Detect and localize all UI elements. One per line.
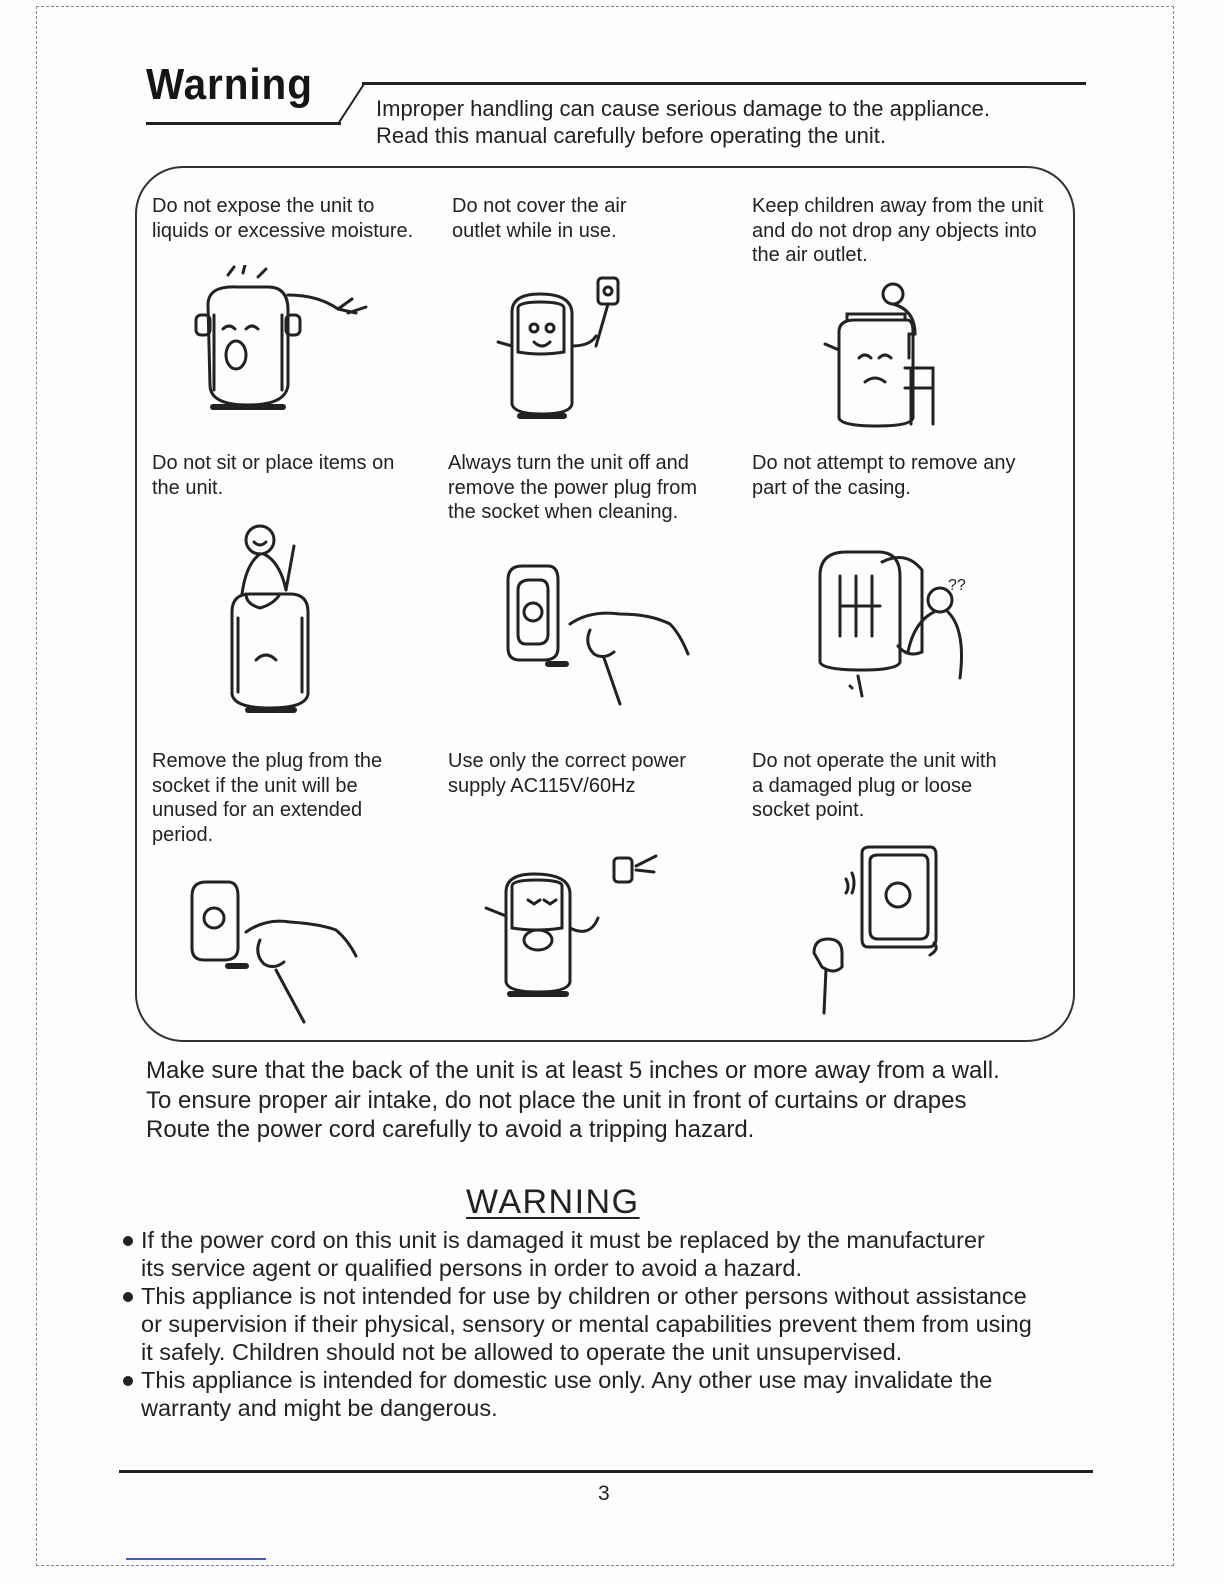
bullet-item: If the power cord on this unit is damaged it must be replaced by the manufacturer its service agent or qualified persons in order to avoid a hazard. xyxy=(120,1226,1032,1282)
unit-plugged-in-icon xyxy=(490,272,630,422)
bullet-icon xyxy=(123,1292,133,1302)
placement-notes xyxy=(146,1056,1000,1145)
footer-rule xyxy=(119,1470,1093,1473)
bullet-icon xyxy=(123,1236,133,1246)
unplug-hand-icon xyxy=(186,878,362,1026)
unplug-hand-icon xyxy=(500,560,696,708)
bullet-item: This appliance is not intended for use by children or other persons without assistance or supervision if their physical, sensory or mental capabilities prevent them from using it safely. Children should not be allowed to operate the unit unsupervised. xyxy=(120,1282,1032,1366)
child-sitting-icon xyxy=(220,518,320,716)
title-underline xyxy=(146,122,341,125)
caution-text: Use only the correct power supply AC115V/60Hz xyxy=(448,750,686,797)
svg-text:??: ?? xyxy=(948,577,966,594)
bullet-icon xyxy=(123,1376,133,1386)
bullet-item: This appliance is intended for domestic use only. Any other use may invalidate the warranty and might be dangerous. xyxy=(120,1366,1032,1422)
loose-socket-icon xyxy=(806,843,946,1019)
caution-text: Do not cover the air outlet while in use. xyxy=(452,195,627,242)
caution-text: Do not expose the unit to liquids or excessive moisture. xyxy=(152,195,414,242)
unit-with-plug-icon xyxy=(476,852,662,998)
caution-text: Always turn the unit off and remove the power plug from the socket when cleaning. xyxy=(448,452,698,523)
caution-text: Keep children away from the unit and do not drop any objects into the air outlet. xyxy=(752,195,1044,266)
note-line: Route the power cord carefully to avoid a tripping hazard. xyxy=(146,1116,755,1143)
decorative-line xyxy=(126,1558,266,1560)
caution-text: Do not attempt to remove any part of the casing. xyxy=(752,452,1016,499)
remove-casing-icon xyxy=(812,546,982,702)
note-line: Make sure that the back of the unit is at least 5 inches or more away from a wall. xyxy=(146,1057,1000,1084)
title-slash xyxy=(330,84,376,124)
intro-line: Improper handling can cause serious damage to the appliance. xyxy=(376,96,990,121)
water-spray-icon xyxy=(188,265,378,415)
caution-text: Remove the plug from the socket if the unit will be unused for an extended period. xyxy=(152,750,383,846)
note-line: To ensure proper air intake, do not place the unit in front of curtains or drapes xyxy=(146,1086,967,1114)
warning-bullets xyxy=(120,1226,1032,1422)
child-on-stool-icon xyxy=(815,278,955,430)
page-number: 3 xyxy=(598,1482,610,1505)
page-title: Warning xyxy=(146,60,313,109)
title-rule xyxy=(362,82,1086,85)
caution-text: Do not sit or place items on the unit. xyxy=(152,452,395,499)
caution-text: Do not operate the unit with a damaged plug or loose socket point. xyxy=(752,750,997,821)
intro-line: Read this manual carefully before operating the unit. xyxy=(376,123,886,148)
warning-heading: WARNING xyxy=(466,1183,640,1221)
intro-text xyxy=(376,95,990,149)
